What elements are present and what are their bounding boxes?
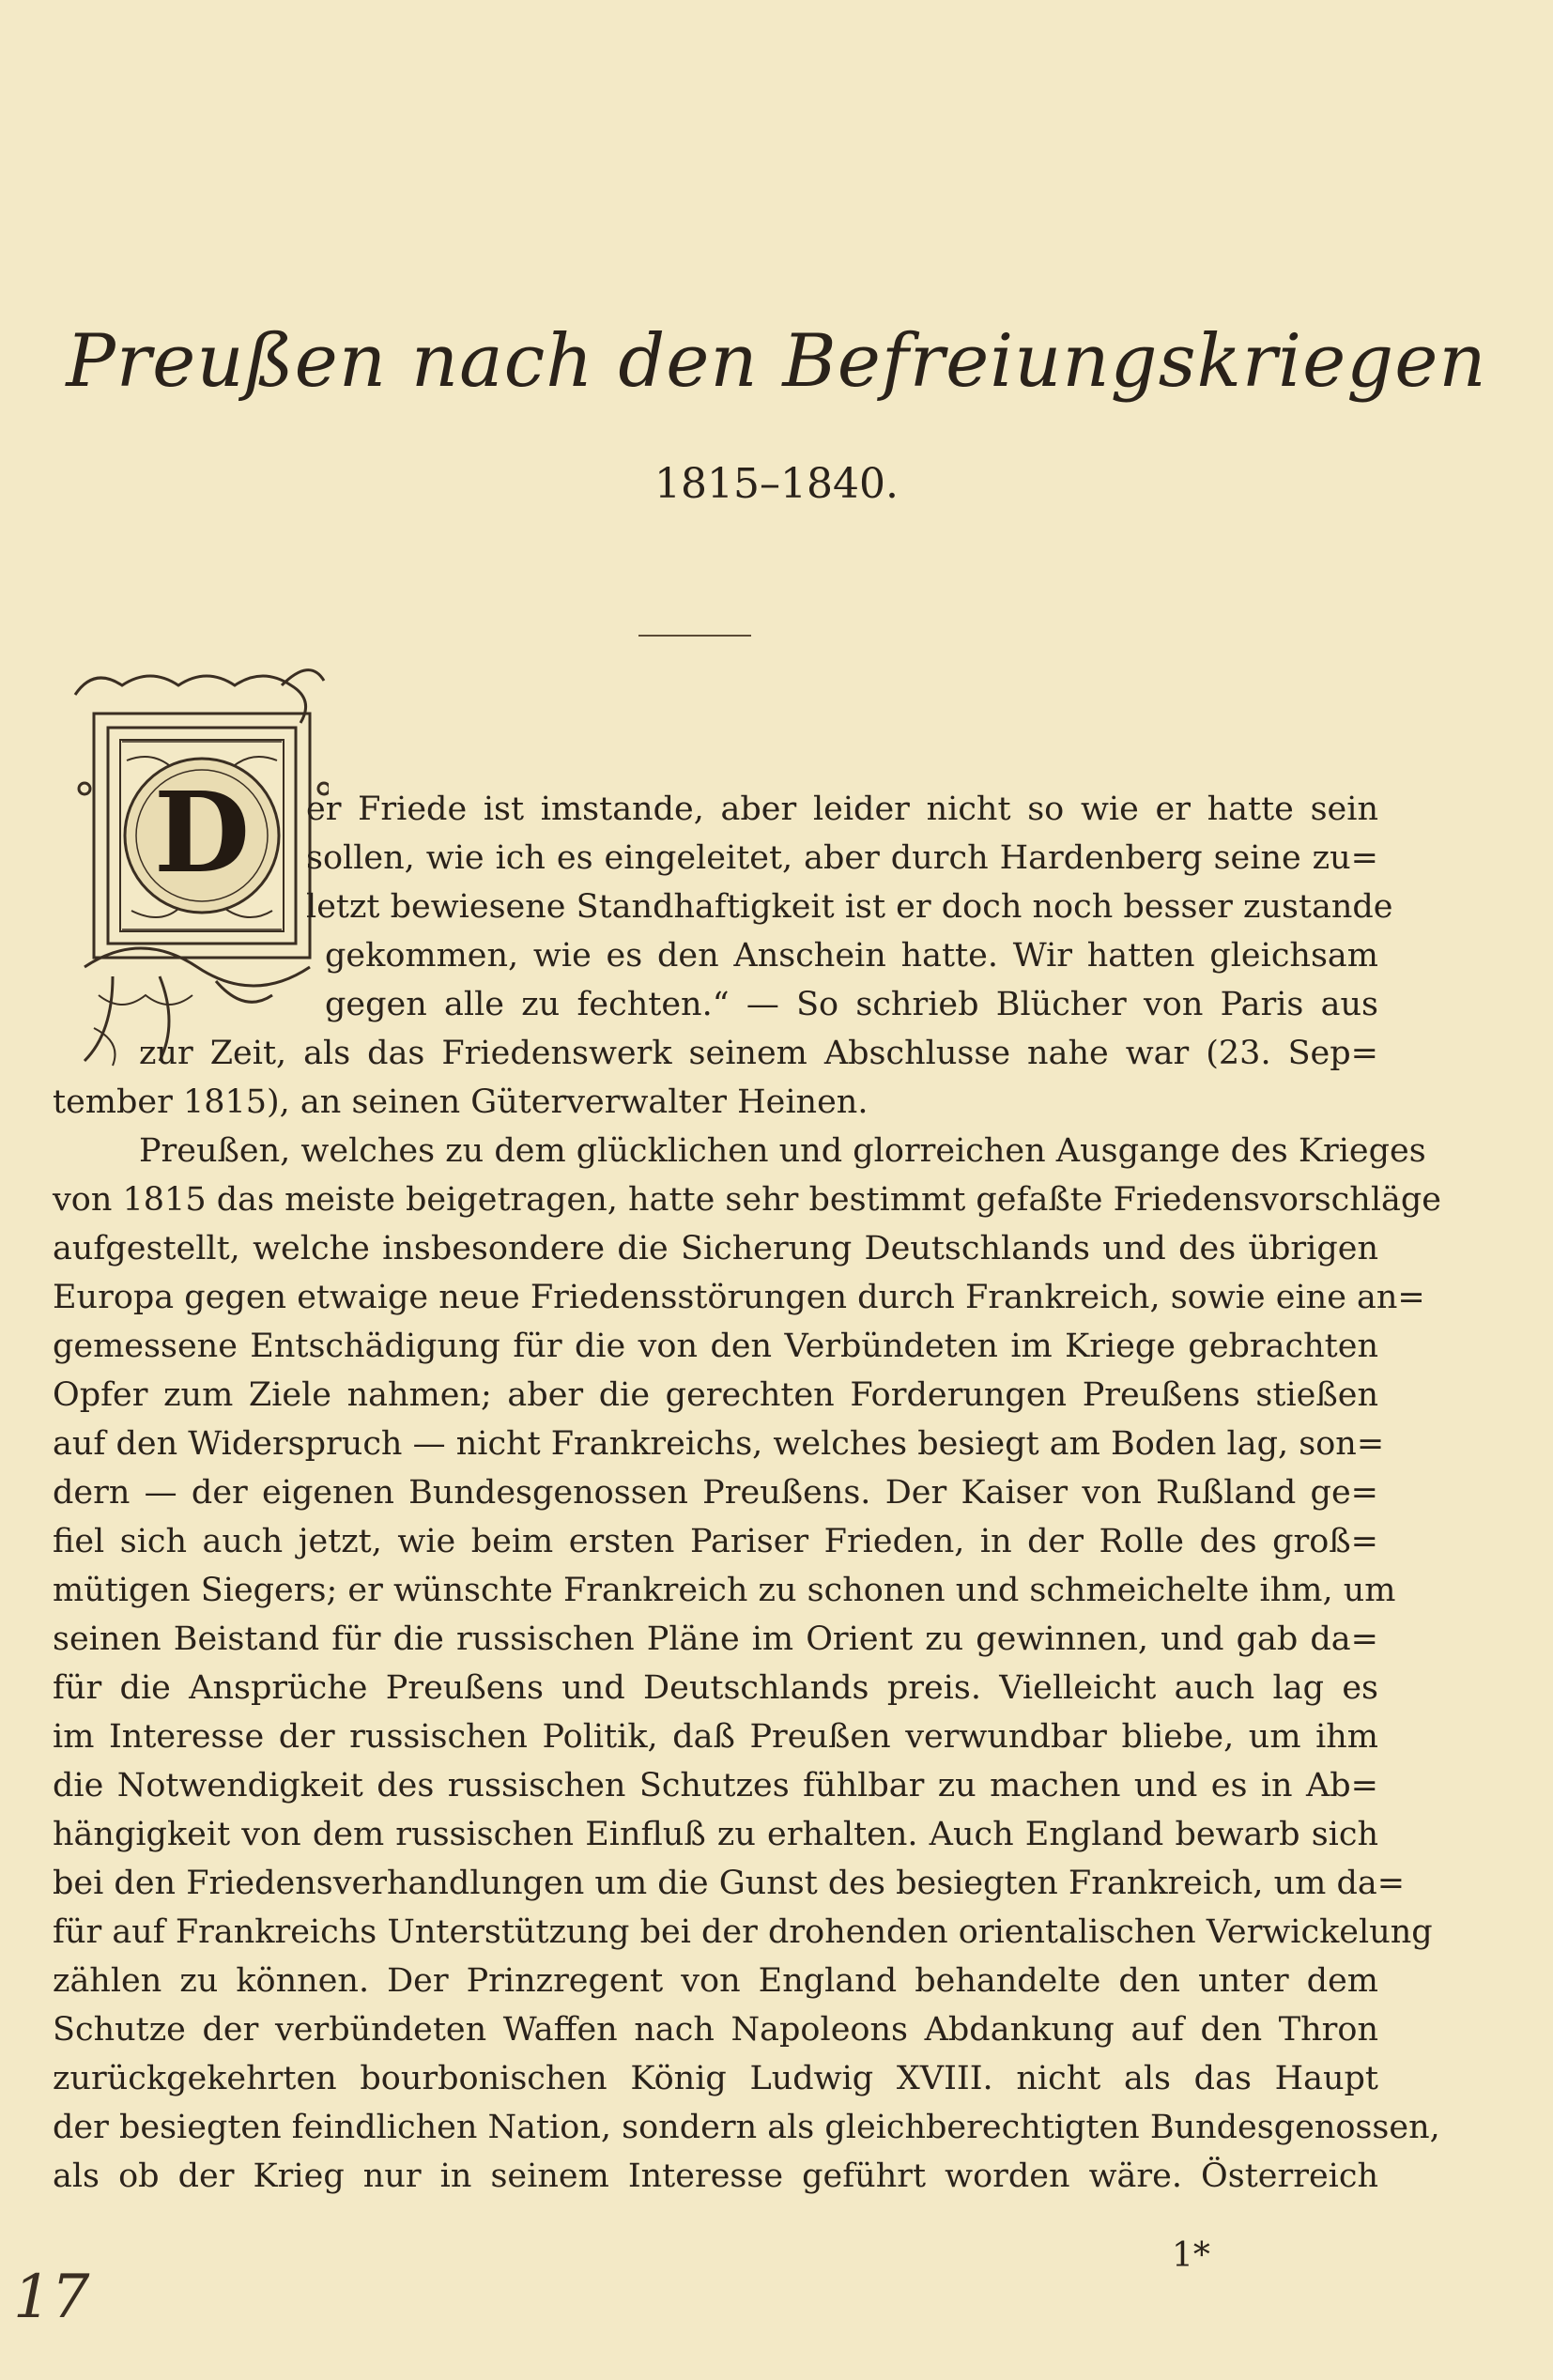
text-line: hängigkeit von dem russischen Einfluß zu erhalten. Auch England bewarb sich	[53, 1816, 1378, 1853]
text-line: letzt bewiesene Standhaftigkeit ist er doch noch besser zustande	[306, 888, 1393, 926]
text-line: im Interesse der russischen Politik, daß Preußen verwundbar bliebe, um ihm	[53, 1718, 1378, 1756]
chapter-years: 1815–1840.	[654, 460, 899, 508]
text-line: gemessene Entschädigung für die von den Verbündeten im Kriege gebrachten	[53, 1328, 1378, 1365]
text-line: mütigen Siegers; er wünschte Frankreich zu schonen und schmeichelte ihm, um	[53, 1572, 1396, 1609]
text-line: für auf Frankreichs Unterstützung bei der drohenden orientalischen Verwickelung	[53, 1913, 1433, 1951]
ornamental-initial-d	[56, 657, 329, 1070]
text-line: gegen alle zu fechten.“ — So schrieb Blücher von Paris aus	[325, 986, 1378, 1023]
text-line: als ob der Krieg nur in seinem Interesse geführt worden wäre. Österreich	[53, 2157, 1378, 2195]
text-line: von 1815 das meiste beigetragen, hatte sehr bestimmt gefaßte Friedensvorschläge	[53, 1181, 1442, 1219]
text-line: aufgestellt, welche insbesondere die Sicherung Deutschlands und des übrigen	[53, 1230, 1378, 1267]
margin-handwritten-mark: 17	[13, 2263, 90, 2332]
text-line: Schutze der verbündeten Waffen nach Napoleons Abdankung auf den Thron	[53, 2011, 1378, 2049]
initial-letter: D	[153, 767, 251, 898]
text-line: zählen zu können. Der Prinzregent von England behandelte den unter dem	[53, 1962, 1378, 2000]
text-line: die Notwendigkeit des russischen Schutzes fühlbar zu machen und es in Ab=	[53, 1767, 1378, 1804]
text-line: Opfer zum Ziele nahmen; aber die gerechten Forderungen Preußens stießen	[53, 1376, 1378, 1414]
text-line: sollen, wie ich es eingeleitet, aber durch Hardenberg seine zu=	[306, 839, 1378, 877]
text-line: zur Zeit, als das Friedenswerk seinem Abschlusse nahe war (23. Sep=	[139, 1035, 1378, 1072]
text-line: er Friede ist imstande, aber leider nicht so wie er hatte sein	[306, 791, 1378, 828]
chapter-title: Preußen nach den Befreiungskriegen	[66, 319, 1487, 404]
title-divider	[638, 635, 751, 637]
text-line: Preußen, welches zu dem glücklichen und glorreichen Ausgange des Krieges	[139, 1132, 1426, 1170]
text-line: Europa gegen etwaige neue Friedensstörungen durch Frankreich, sowie eine an=	[53, 1279, 1425, 1316]
text-line: für die Ansprüche Preußens und Deutschlands preis. Vielleicht auch lag es	[53, 1669, 1378, 1707]
text-line: auf den Widerspruch — nicht Frankreichs, welches besiegt am Boden lag, son=	[53, 1425, 1385, 1463]
text-line: fiel sich auch jetzt, wie beim ersten Pariser Frieden, in der Rolle des groß=	[53, 1523, 1378, 1560]
text-line: der besiegten feindlichen Nation, sondern als gleichberechtigten Bundesgenossen,	[53, 2109, 1440, 2146]
text-line: tember 1815), an seinen Güterverwalter Heinen.	[53, 1083, 869, 1121]
page-number: 1*	[1172, 2236, 1210, 2275]
text-line: seinen Beistand für die russischen Pläne im Orient zu gewinnen, und gab da=	[53, 1620, 1378, 1658]
text-line: gekommen, wie es den Anschein hatte. Wir hatten gleichsam	[325, 937, 1378, 975]
text-line: dern — der eigenen Bundesgenossen Preußens. Der Kaiser von Rußland ge=	[53, 1474, 1378, 1512]
text-line: bei den Friedensverhandlungen um die Gunst des besiegten Frankreich, um da=	[53, 1865, 1406, 1902]
text-line: zurückgekehrten bourbonischen König Ludwig XVIII. nicht als das Haupt	[53, 2060, 1378, 2097]
